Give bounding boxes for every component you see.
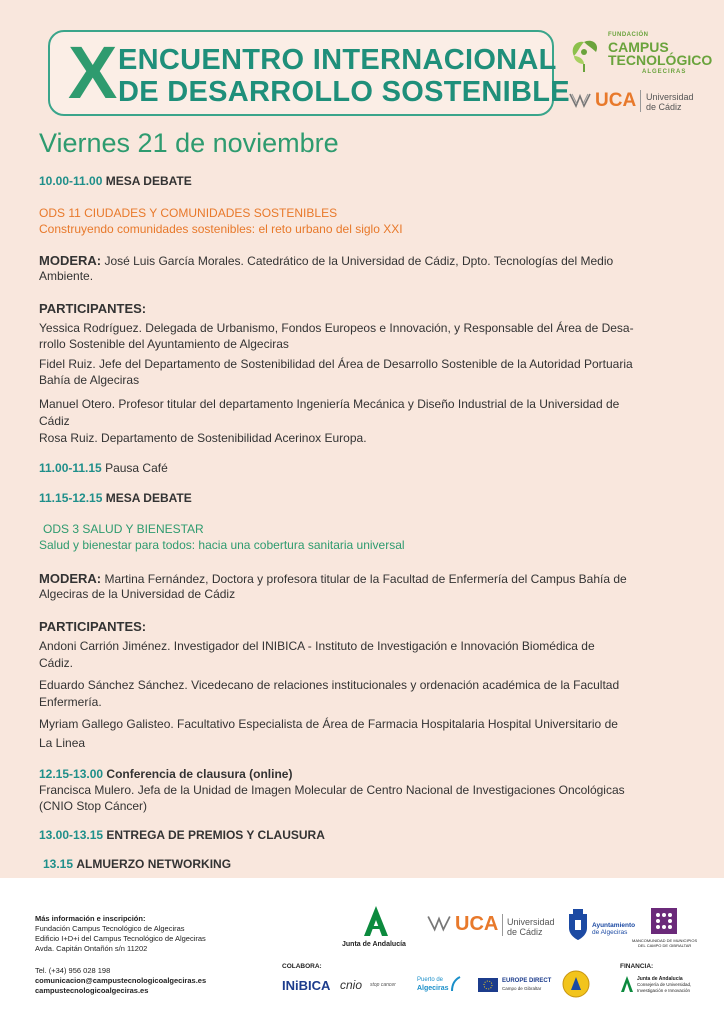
session2-participant1-line1: Andoni Carrión Jiménez. Investigador del INIBICA - Instituto de Investigación e Innovación Biomédica de xyxy=(39,639,595,653)
session2-title: MESA DEBATE xyxy=(105,491,192,505)
europe-direct-label-line1: EUROPE DIRECT xyxy=(502,978,552,984)
eu-flag-icon xyxy=(478,978,498,992)
session2-participant2-line1: Eduardo Sánchez Sánchez. Vicedecano de relaciones institucionales y ordenación académica de la Facultad xyxy=(39,678,620,692)
session1-participant2-line1: Fidel Ruiz. Jefe del Departamento de Sostenibilidad del Área de Desarrollo Sostenible de la Autoridad Portuaria xyxy=(39,357,633,371)
session2-participant1-line2: Cádiz. xyxy=(39,656,74,670)
uca-divider xyxy=(640,90,641,112)
session1-participant4: Rosa Ruiz. Departamento de Sostenibilidad Acerinox Europa. xyxy=(39,431,367,445)
puerto-wave-icon xyxy=(450,975,462,993)
footer-info-line3: Avda. Capitán Ontañón s/n 11202 xyxy=(35,944,148,953)
lunch-time: 13.15 xyxy=(43,857,74,871)
footer-info-title: Más información e inscripción: xyxy=(35,914,146,923)
uca-name-line2: de Cádiz xyxy=(646,102,682,112)
junta-financia-line3: Investigación e Innovación xyxy=(637,988,691,993)
cnio-logo: cnio xyxy=(340,978,363,992)
break-row xyxy=(39,460,168,477)
session1-participants-label: PARTICIPANTES: xyxy=(39,301,147,316)
event-title-box xyxy=(48,30,570,116)
session2-modera-text: Martina Fernández, Doctora y profesora titular de la Facultad de Enfermería del Campus Bahía de xyxy=(101,572,627,586)
uca-wordmark: UCA xyxy=(595,90,637,111)
session2-participant3-line1: Myriam Gallego Galisteo. Facultativo Especialista de Área de Farmacia Hospitalaria Hospital Universitario de xyxy=(39,717,618,731)
awards-title: ENTREGA DE PREMIOS Y CLAUSURA xyxy=(106,828,325,842)
inibica-logo: INiBICA xyxy=(282,978,331,993)
fct-campus-label: CAMPUS xyxy=(608,39,669,55)
break-title: Pausa Café xyxy=(101,461,168,475)
ayuntamiento-label-line1: Ayuntamiento xyxy=(592,922,636,929)
mancomunidad-label-line1: MANCOMUNIDAD DE MUNICIPIOS xyxy=(632,938,698,943)
session1-participant3-line1: Manuel Otero. Profesor titular del departamento Ingeniería Mecánica y Diseño Industrial de la Universidad de xyxy=(39,397,620,411)
session2-header xyxy=(39,490,192,507)
uca-footer-name-line1: Universidad xyxy=(507,917,555,927)
session2-modera-label: MODERA: xyxy=(39,571,102,586)
session1-ods: ODS 11 CIUDADES Y COMUNIDADES SOSTENIBLES xyxy=(39,206,338,220)
session2-participant2-line2: Enfermería. xyxy=(39,695,102,709)
uca-name-line1: Universidad xyxy=(646,92,694,102)
europe-direct-label-line2: Campo de Gibraltar xyxy=(502,986,542,991)
junta-andalucia-icon xyxy=(362,904,390,938)
session1-participant1-line1: Yessica Rodríguez. Delegada de Urbanismo, Fondos Europeos e Innovación, y Responsable del Área de Desa- xyxy=(39,321,634,335)
awards-time: 13.00-13.15 xyxy=(39,828,104,842)
awards-row xyxy=(39,827,325,844)
event-title-line2: DE DESARROLLO SOSTENIBLE xyxy=(118,76,570,108)
session2-moderator-line2: Algeciras de la Universidad de Cádiz xyxy=(39,587,236,601)
lunch-title: ALMUERZO NETWORKING xyxy=(76,857,232,871)
fct-foundation-label: FUNDACIÓN xyxy=(608,32,649,38)
session2-participant3-line2: La Linea xyxy=(39,736,86,750)
fct-algeciras-label: ALGECIRAS xyxy=(642,69,687,75)
closing-conference-title: Conferencia de clausura (online) xyxy=(106,767,293,781)
closing-conference-line2: (CNIO Stop Cáncer) xyxy=(39,799,148,813)
cnio-tagline: stop cancer xyxy=(370,982,396,988)
mancomunidad-label-line2: DEL CAMPO DE GIBRALTAR xyxy=(638,943,692,948)
session1-modera-label: MODERA: xyxy=(39,253,102,268)
session2-time: 11.15-12.15 xyxy=(39,491,103,505)
uca-logo-header xyxy=(568,86,718,116)
footer-email-link[interactable]: comunicacion@campustecnologicoalgeciras.es xyxy=(35,976,207,985)
session1-participant1-line2: rrollo Sostenible del Ayuntamiento de Algeciras xyxy=(39,337,289,351)
closing-conference-time: 12.15-13.00 xyxy=(39,767,104,781)
footer xyxy=(0,878,724,1024)
session1-moderator-line1 xyxy=(39,252,613,270)
fct-tecnologico-label: TECNOLÓGICO xyxy=(608,52,713,68)
session2-ods: ODS 3 SALUD Y BIENESTAR xyxy=(43,522,204,536)
footer-info-line1: Fundación Campus Tecnológico de Algeciras xyxy=(35,924,185,933)
footer-phone: Tel. (+34) 956 028 198 xyxy=(35,966,111,975)
break-time: 11.00-11.15 xyxy=(39,461,102,475)
junta-financia-line1: Junta de Andalucía xyxy=(637,976,683,982)
algeciras-seal-icon xyxy=(562,970,590,998)
title-roman-numeral: X xyxy=(68,31,118,114)
puerto-label-line1: Puerto de xyxy=(417,977,444,983)
junta-financia-icon xyxy=(620,975,634,993)
footer-web-link[interactable]: campustecnologicoalgeciras.es xyxy=(35,986,149,995)
puerto-label-line2: Algeciras xyxy=(417,985,449,992)
ayuntamiento-shield-icon xyxy=(567,908,589,942)
session1-modera-text: José Luis García Morales. Catedrático de la Universidad de Cádiz, Dpto. Tecnologías del Medio xyxy=(101,254,614,268)
uca-footer-name-line2: de Cádiz xyxy=(507,927,543,937)
uca-footer-wordmark: UCA xyxy=(455,913,499,935)
session1-title: MESA DEBATE xyxy=(105,174,192,188)
uca-footer-emblem-icon xyxy=(426,912,452,934)
financia-label: FINANCIA: xyxy=(620,963,654,970)
junta-financia-line2: Consejería de Universidad, xyxy=(637,982,692,987)
footer-info-line2: Edificio I+D+i del Campus Tecnológico de Algeciras xyxy=(35,934,206,943)
lunch-row xyxy=(43,856,231,873)
session2-participants-label: PARTICIPANTES: xyxy=(39,619,147,634)
mancomunidad-icon xyxy=(651,908,677,934)
closing-conference-line1: Francisca Mulero. Jefa de la Unidad de Imagen Molecular de Centro Nacional de Investigaciones Oncológicas xyxy=(39,783,625,797)
session1-subtitle: Construyendo comunidades sostenibles: el reto urbano del siglo XXI xyxy=(39,222,403,236)
junta-andalucia-label: Junta de Andalucía xyxy=(342,941,406,948)
session1-header xyxy=(39,173,192,190)
day-heading: Viernes 21 de noviembre xyxy=(39,128,339,158)
uca-footer-divider xyxy=(502,914,503,936)
event-title-line1: ENCUENTRO INTERNACIONAL xyxy=(118,44,557,76)
session1-participant3-line2: Cádiz xyxy=(39,414,70,428)
session2-subtitle: Salud y bienestar para todos: hacia una cobertura sanitaria universal xyxy=(39,538,405,552)
uca-emblem-icon xyxy=(568,90,592,110)
session1-time: 10.00-11.00 xyxy=(39,174,103,188)
closing-conference-header xyxy=(39,766,292,783)
ayuntamiento-label-line2: de Algeciras xyxy=(592,929,628,936)
fct-leaf-icon xyxy=(568,34,602,74)
fct-logo xyxy=(568,30,718,82)
session1-participant2-line2: Bahía de Algeciras xyxy=(39,373,140,387)
colabora-label: COLABORA: xyxy=(282,963,322,970)
session1-moderator-line2: Ambiente. xyxy=(39,269,94,283)
